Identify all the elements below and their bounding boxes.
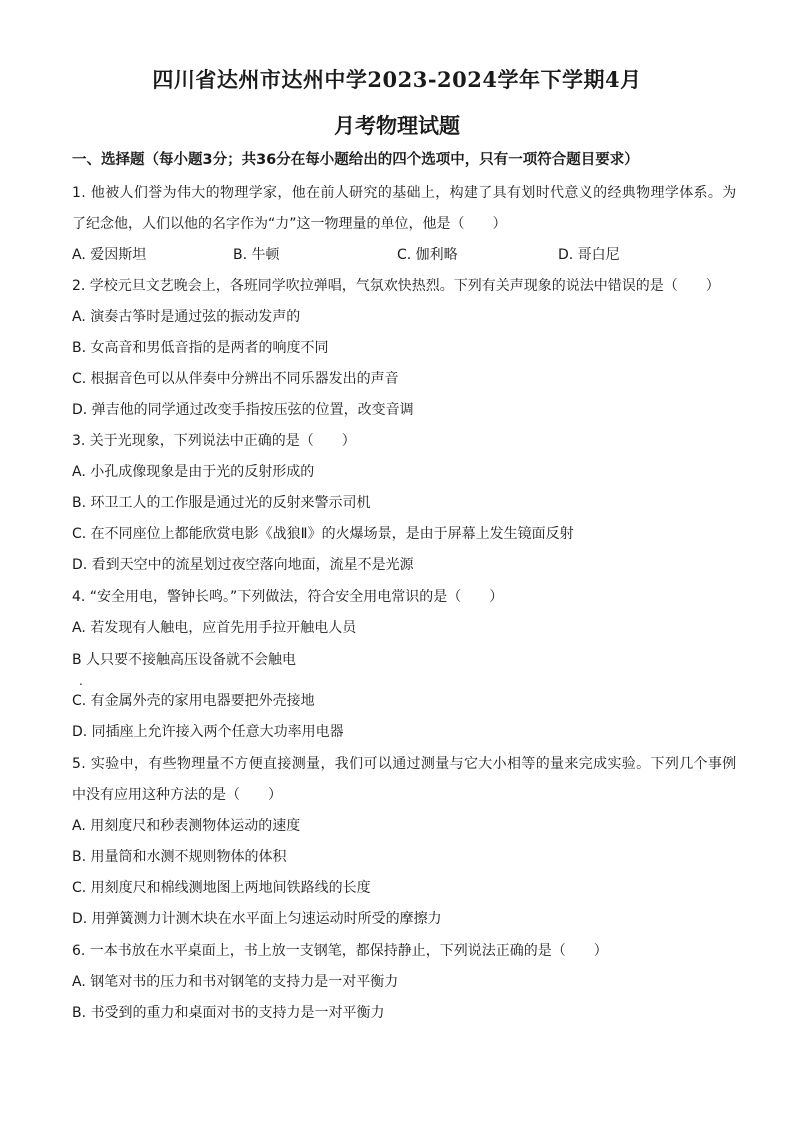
exam-title-line-2: 月考物理试题 — [334, 113, 460, 138]
question-3-option-b: B. 环卫工人的工作服是通过光的反射来警示司机 — [72, 495, 371, 511]
question-5-option-b: B. 用量筒和水测不规则物体的体积 — [72, 849, 287, 865]
question-4-option-d: D. 同插座上允许接入两个任意大功率用电器 — [72, 724, 344, 740]
question-1-stem-line-2: 了纪念他，人们以他的名字作为“力”这一物理量的单位，他是（ ） — [72, 216, 507, 232]
question-6-option-a: A. 钢笔对书的压力和书对钢笔的支持力是一对平衡力 — [72, 974, 399, 990]
question-4-stem: 4. “安全用电，警钟长鸣。”下列做法，符合安全用电常识的是（ ） — [72, 589, 504, 605]
question-3-option-a: A. 小孔成像现象是由于光的反射形成的 — [72, 464, 315, 480]
question-3-option-d: D. 看到天空中的流星划过夜空落向地面，流星不是光源 — [72, 557, 414, 573]
question-1-option-b: B. 牛顿 — [233, 247, 280, 263]
question-1-option-d: D. 哥白尼 — [558, 247, 620, 263]
question-5-option-a: A. 用刻度尺和秒表测物体运动的速度 — [72, 818, 301, 834]
question-4-option-c: C. 有金属外壳的家用电器要把外壳接地 — [72, 693, 315, 709]
question-5-stem-line-1: 5. 实验中，有些物理量不方便直接测量，我们可以通过测量与它大小相等的量来完成实验。下列几个事例 — [72, 756, 737, 772]
question-6-stem: 6. 一本书放在水平桌面上，书上放一支钢笔，都保持静止，下列说法正确的是（ ） — [72, 943, 608, 959]
question-2-stem: 2. 学校元旦文艺晚会上，各班同学吹拉弹唱，气氛欢快热烈。下列有关声现象的说法中错误的是（ ） — [72, 278, 720, 294]
question-2-option-c: C. 根据音色可以从伴奏中分辨出不同乐器发出的声音 — [72, 371, 399, 387]
question-1-stem-line-1: 1. 他被人们誉为伟大的物理学家，他在前人研究的基础上，构建了具有划时代意义的经典物理学体系。为 — [72, 185, 737, 201]
question-4-option-b: B 人只要不接触高压设备就不会触电 — [72, 652, 297, 668]
question-6-option-b: B. 书受到的重力和桌面对书的支持力是一对平衡力 — [72, 1005, 385, 1021]
question-2-option-d: D. 弹吉他的同学通过改变手指按压弦的位置，改变音调 — [72, 402, 414, 418]
question-1-option-a: A. 爱因斯坦 — [72, 247, 147, 263]
question-1-option-c: C. 伽利略 — [397, 247, 458, 263]
question-3-stem: 3. 关于光现象，下列说法中正确的是（ ） — [72, 433, 356, 449]
question-2-option-a: A. 演奏古筝时是通过弦的振动发声的 — [72, 309, 301, 325]
question-5-stem-line-2: 中没有应用这种方法的是（ ） — [72, 787, 282, 803]
section-heading-multiple-choice: 一、选择题（每小题3分；共36分在每小题给出的四个选项中，只有一项符合题目要求） — [72, 152, 639, 168]
question-4-option-a: A. 若发现有人触电，应首先用手拉开触电人员 — [72, 620, 357, 636]
question-5-option-d: D. 用弹簧测力计测木块在水平面上匀速运动时所受的摩擦力 — [72, 911, 442, 927]
stray-dot-mark: . — [79, 674, 83, 688]
exam-title-line-1: 四川省达州市达州中学2023-2024学年下学期4月 — [152, 67, 642, 92]
question-2-option-b: B. 女高音和男低音指的是两者的响度不同 — [72, 340, 329, 356]
question-5-option-c: C. 用刻度尺和棉线测地图上两地间铁路线的长度 — [72, 880, 371, 896]
question-3-option-c: C. 在不同座位上都能欣赏电影《战狼Ⅱ》的火爆场景，是由于屏幕上发生镜面反射 — [72, 526, 574, 542]
